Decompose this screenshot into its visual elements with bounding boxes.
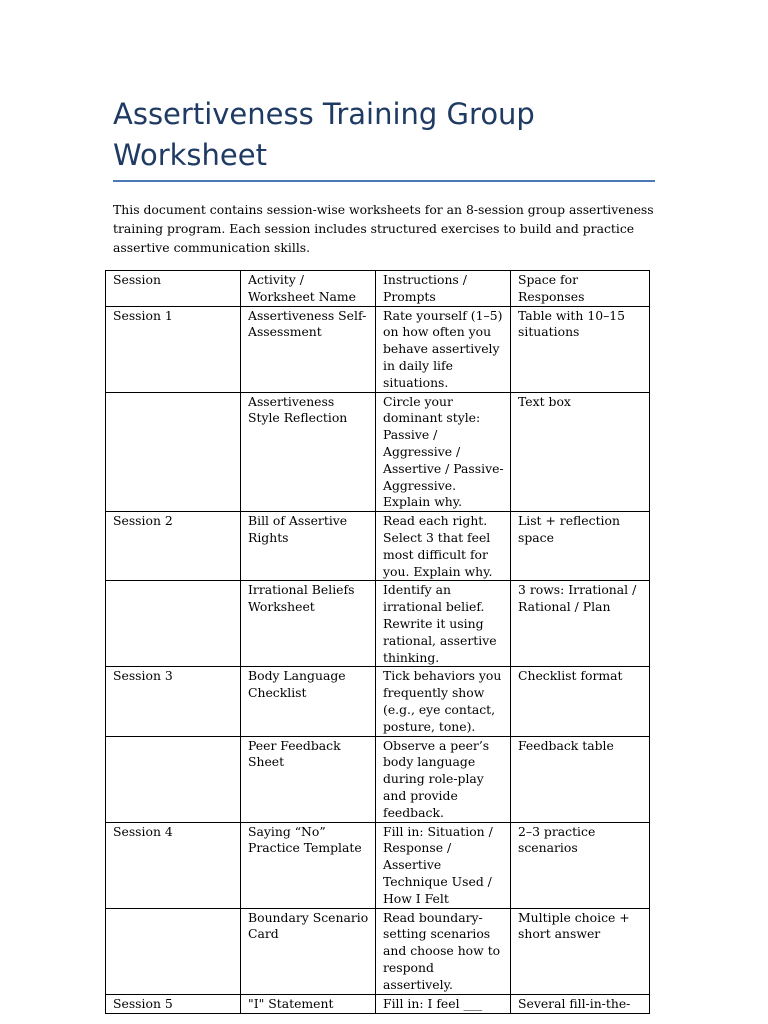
session-cell: Session 5 [106,994,241,1013]
instructions-cell: Fill in: I feel ___ [376,994,511,1013]
intro-paragraph: This document contains session-wise worksheets for an 8-session group assertiveness training program. Each session includes structured exercises to build and practice assertive communication skills. [113,202,654,255]
table-row [106,667,650,736]
activity-cell: Boundary Scenario Card [241,908,376,994]
session-cell: Session 1 [106,306,241,392]
activity-cell: Assertiveness Style Reflection [241,392,376,512]
instructions-cell: Circle your dominant style: Passive / Aggressive / Assertive / Passive-Aggressive. Explain why. [376,392,511,512]
session-cell: Session 3 [106,667,241,736]
activity-cell: Saying “No” Practice Template [241,822,376,908]
responses-cell: List + reflection space [511,512,650,581]
responses-cell: 3 rows: Irrational / Rational / Plan [511,581,650,667]
table-row [106,908,650,994]
header-cell-activity: Activity / Worksheet Name [241,271,376,307]
instructions-cell: Identify an irrational belief. Rewrite it using rational, assertive thinking. [376,581,511,667]
responses-cell: Multiple choice + short answer [511,908,650,994]
table-row [106,392,650,512]
instructions-cell: Rate yourself (1–5) on how often you behave assertively in daily life situations. [376,306,511,392]
activity-cell: Bill of Assertive Rights [241,512,376,581]
activity-cell: Body Language Checklist [241,667,376,736]
responses-cell: Feedback table [511,736,650,822]
session-cell: Session 4 [106,822,241,908]
worksheet-table [105,270,650,1014]
instructions-cell: Read boundary-setting scenarios and choose how to respond assertively. [376,908,511,994]
session-cell: Session 2 [106,512,241,581]
responses-cell: Text box [511,392,650,512]
header-cell-session: Session [106,271,241,307]
table-row [106,994,650,1013]
responses-cell: Table with 10–15 situations [511,306,650,392]
instructions-cell: Observe a peer’s body language during role-play and provide feedback. [376,736,511,822]
activity-cell: Peer Feedback Sheet [241,736,376,822]
table-header-row [106,271,650,307]
table-row [106,306,650,392]
session-cell [106,908,241,994]
table-row [106,512,650,581]
instructions-cell: Read each right. Select 3 that feel most difficult for you. Explain why. [376,512,511,581]
activity-cell: Assertiveness Self-Assessment [241,306,376,392]
responses-cell: Several fill-in-the- [511,994,650,1013]
table-row [106,581,650,667]
responses-cell: Checklist format [511,667,650,736]
table-row [106,822,650,908]
title-divider [113,180,655,182]
instructions-cell: Tick behaviors you frequently show (e.g., eye contact, posture, tone). [376,667,511,736]
activity-cell: "I" Statement [241,994,376,1013]
session-cell [106,392,241,512]
header-cell-responses: Space for Responses [511,271,650,307]
session-cell [106,736,241,822]
header-cell-instructions: Instructions / Prompts [376,271,511,307]
table-row [106,736,650,822]
instructions-cell: Fill in: Situation / Response / Assertive Technique Used / How I Felt [376,822,511,908]
document-title: Assertiveness Training Group Worksheet [113,97,535,172]
responses-cell: 2–3 practice scenarios [511,822,650,908]
session-cell [106,581,241,667]
activity-cell: Irrational Beliefs Worksheet [241,581,376,667]
